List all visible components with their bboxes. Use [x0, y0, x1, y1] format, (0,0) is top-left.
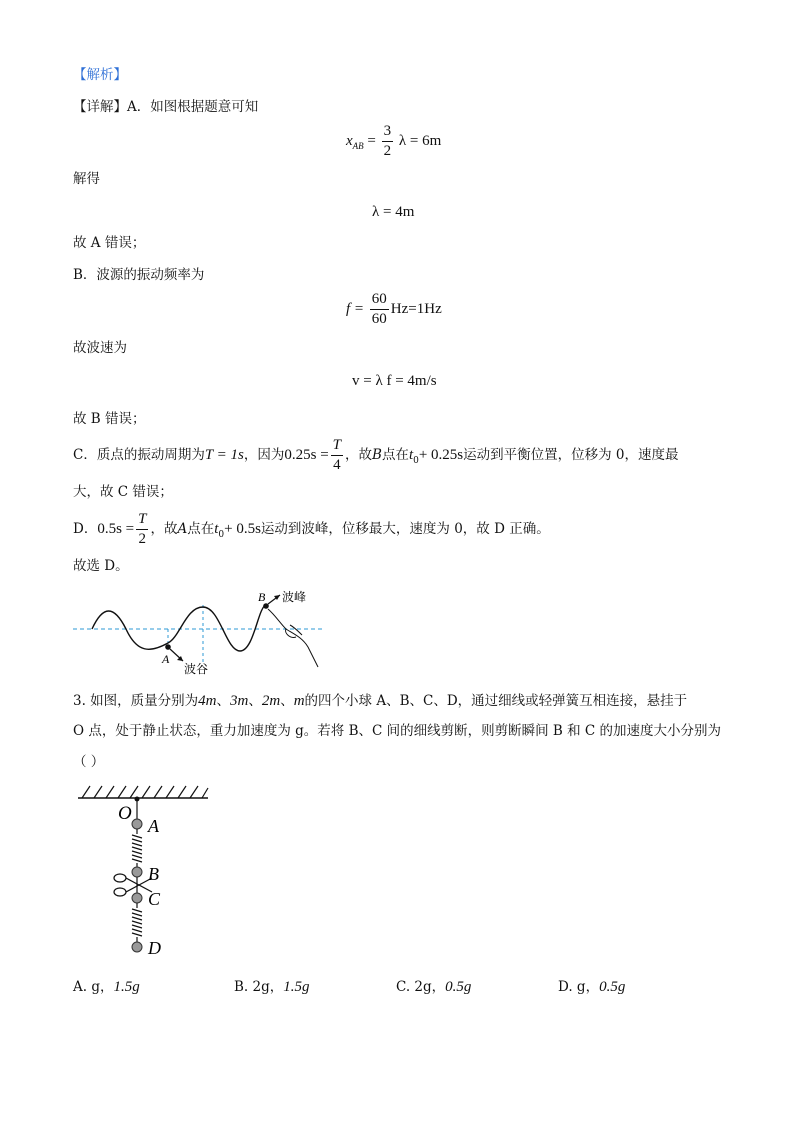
spring-ab [132, 829, 142, 868]
point-b-dot [263, 603, 269, 609]
option-c: C. 2g，0.5g [396, 979, 472, 995]
equation-frequency: f = $\frac{60}{60}$ Hz=1Hz [346, 291, 442, 327]
label-d: D [148, 938, 161, 958]
d-line: D．0.5s = $\frac{T}{2}$ ，故A点在$t_0+ 0.5s$运动到波峰，位移最大，速度为 0，故 D 正确。 [73, 511, 550, 547]
hand-icon [268, 609, 318, 667]
wave-figure [70, 585, 330, 680]
b-mid: 故波速为 [73, 340, 127, 356]
wave-curve [92, 605, 266, 651]
detail-line-a [73, 101, 258, 115]
label-a: A [148, 816, 159, 836]
label-c: C [148, 889, 161, 909]
ball-a [132, 819, 142, 829]
b-conclusion: 故 B 错误； [73, 411, 146, 427]
ball-c [132, 893, 142, 903]
spring-cd [132, 903, 142, 942]
option-d: D. g，0.5g [558, 979, 626, 995]
label-trough: 波谷 [184, 662, 209, 676]
label-a: A [162, 652, 170, 666]
option-a: A. g，1.5g [73, 979, 140, 995]
fraction-T-4: $\frac{T}{4}$ [332, 437, 342, 473]
question-line-1: 3. 如图，质量分别为4m、3m、2m、m的四个小球 A、B、C、D，通过细线或轻弹簧互相连接，悬挂于 [73, 693, 688, 709]
option-b: B. 2g，1.5g [234, 979, 310, 995]
label-b: B [258, 590, 266, 604]
scissors-icon [114, 874, 152, 896]
label-o: O [118, 803, 132, 824]
ceiling-hatch [82, 786, 208, 798]
solve-label: 解得 [73, 171, 100, 187]
a-conclusion: 故 A 错误； [73, 235, 146, 251]
fraction-3-2: $\frac{3}{2}$ [383, 123, 392, 159]
choose-line: 故选 D。 [73, 558, 129, 574]
fraction-T-2: $\frac{T}{2}$ [138, 511, 147, 547]
spring-figure [70, 782, 220, 962]
b-intro: B．波源的振动频率为 [73, 267, 205, 283]
label-peak: 波峰 [282, 590, 307, 604]
answer-blank: （ ） [73, 754, 105, 770]
point-a-dot [165, 644, 171, 650]
ball-d [132, 942, 142, 952]
a-intro: A．如图根据题意可知 [127, 99, 259, 115]
detail-label: 【详解】 [73, 99, 127, 115]
section-tag: 【解析】 [73, 67, 127, 83]
question-line-2: O 点，处于静止状态，重力加速度为 g。若将 B、C 间的细线剪断，则剪断瞬间 B 和 C 的加速度大小分别为 [73, 723, 722, 739]
c-line-2: 大，故 C 错误； [73, 484, 173, 500]
ball-b [132, 867, 142, 877]
equation-lambda: λ = 4m [372, 204, 415, 220]
label-b: B [148, 864, 159, 884]
equation-speed: v = λ f = 4m/s [352, 373, 437, 389]
c-line-1: C．质点的振动周期为T = 1s，因为0.25s = $\frac{T}{4}$ ，故B点在$t_0+ 0.25s$运动到平衡位置，位移为 0，速度最 [73, 437, 679, 473]
fraction-60-60: $\frac{60}{60}$ [371, 291, 387, 327]
equation-xab: $x_{AB}$ = $\frac{3}{2}$ λ = 6m [346, 123, 442, 159]
